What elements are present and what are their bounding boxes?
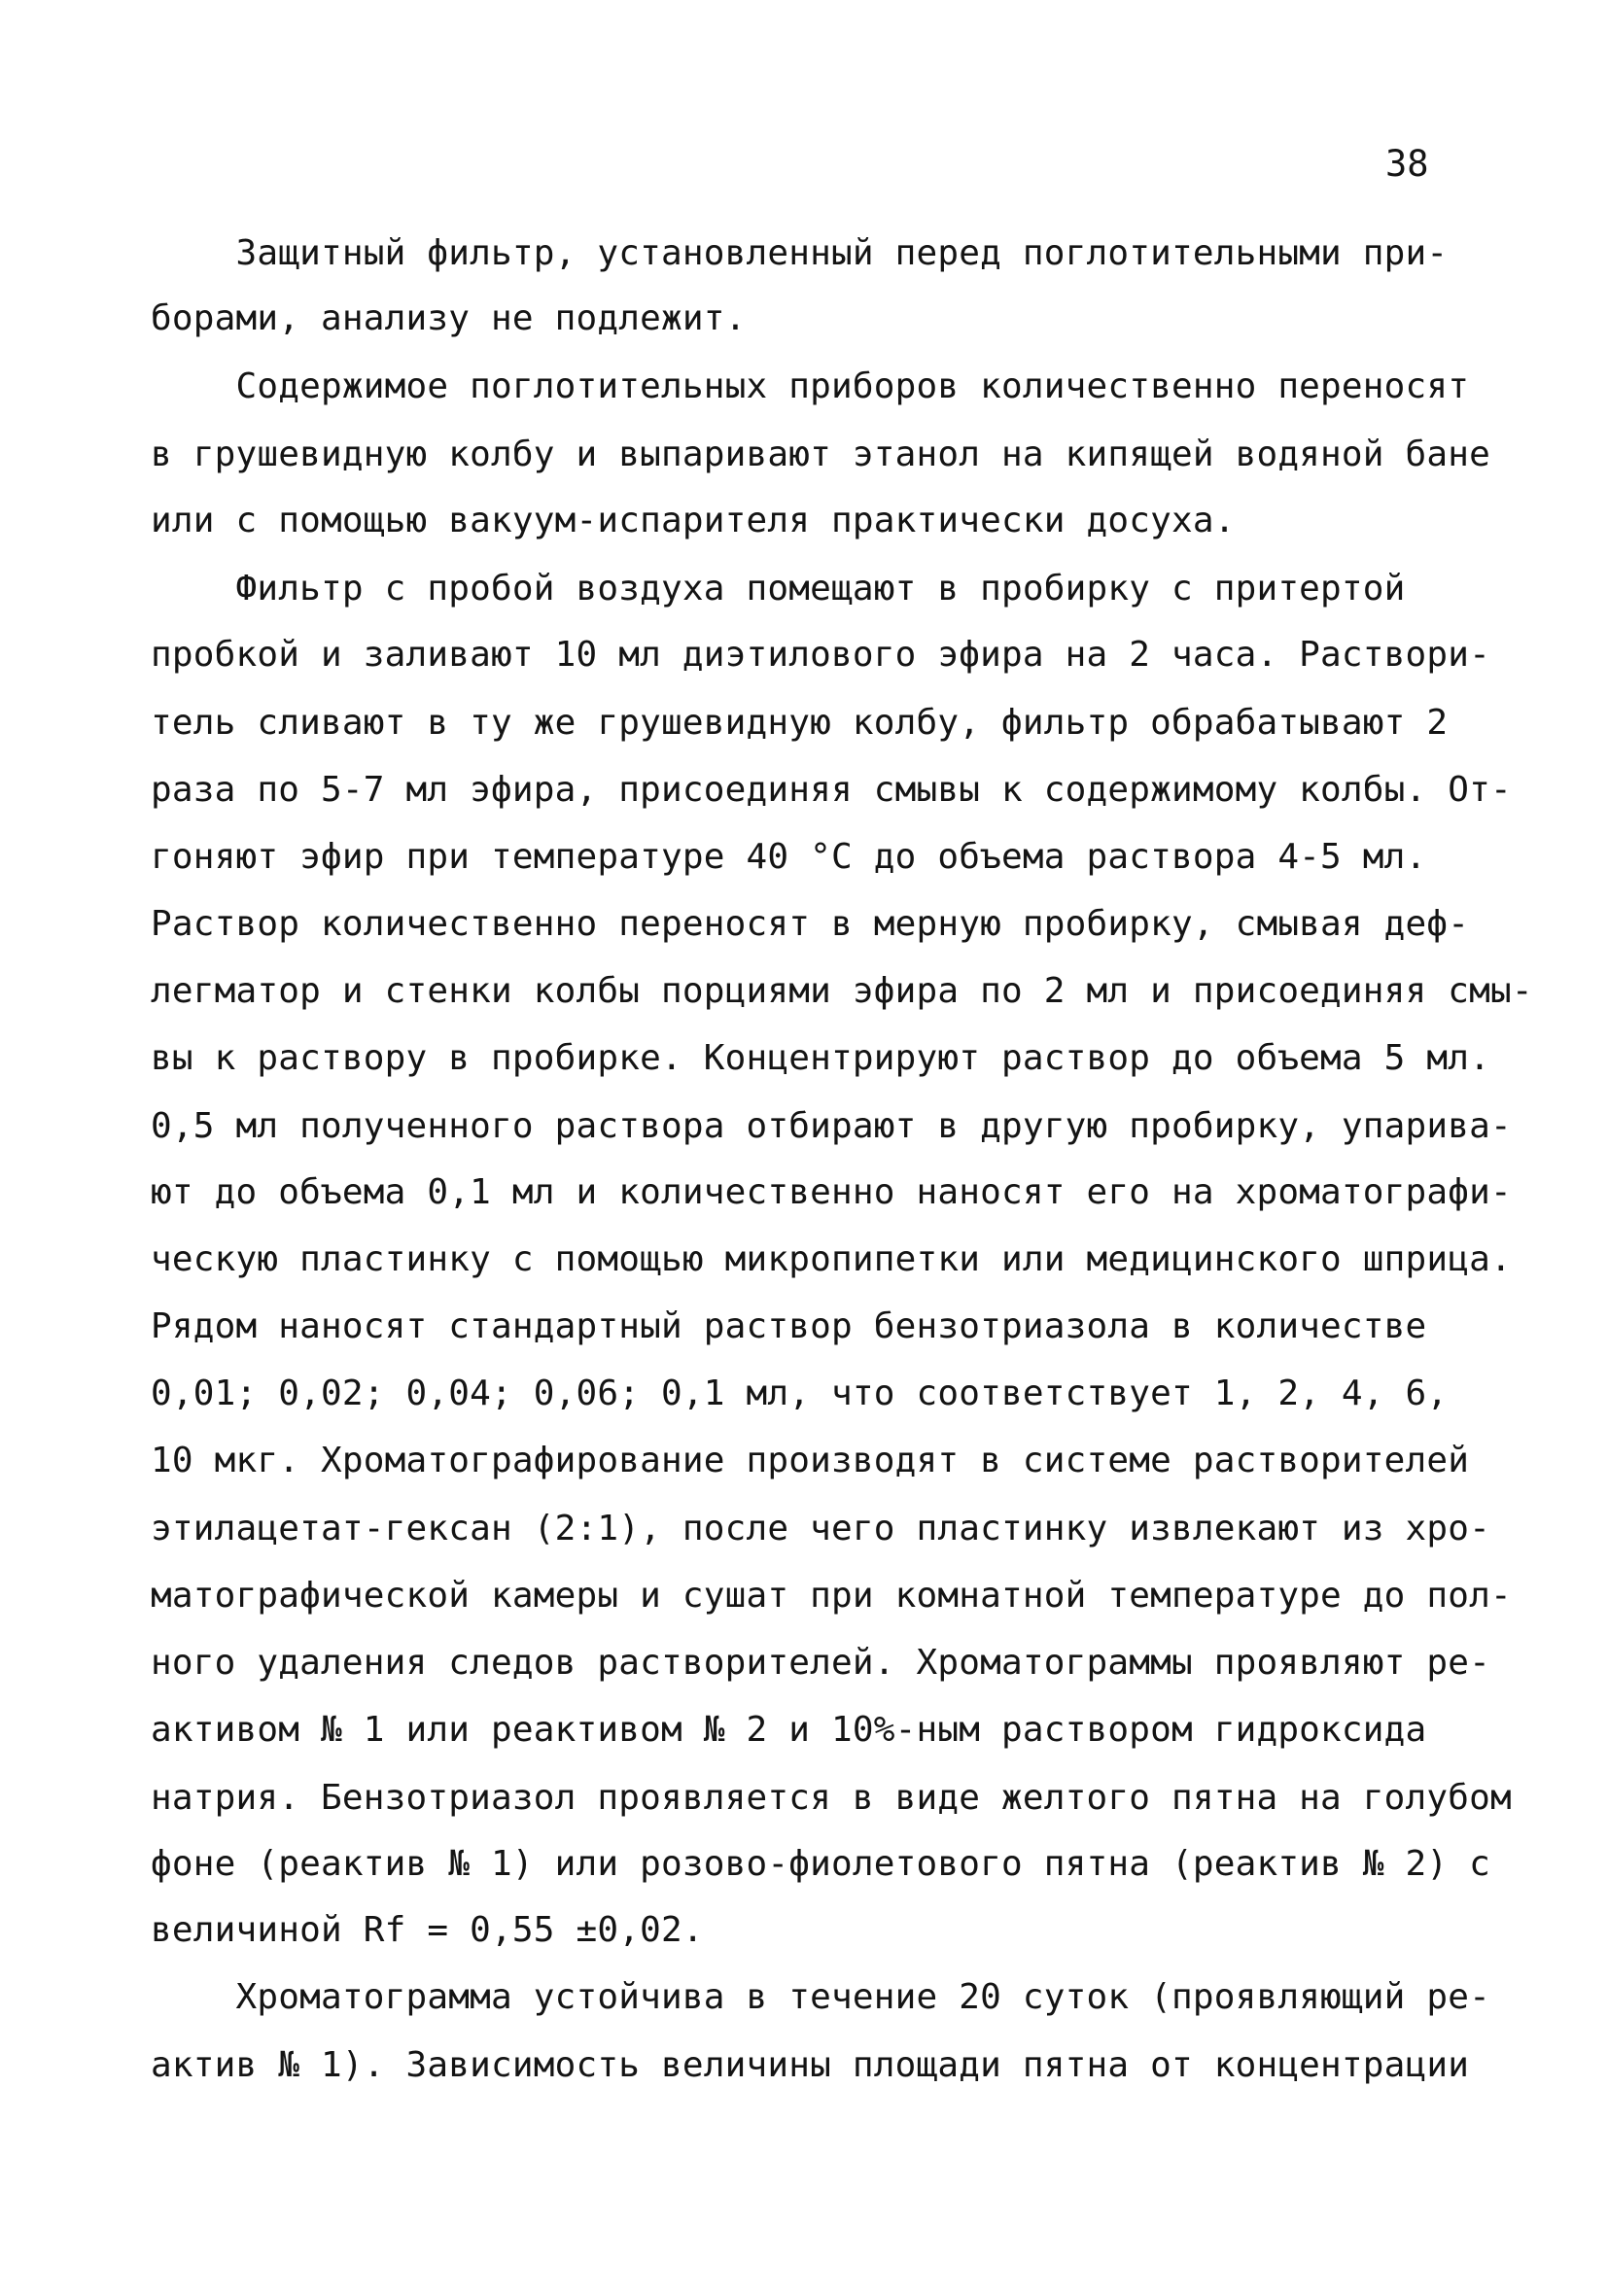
text-line: в грушевидную колбу и выпаривают этанол на кипящей водяной бане [151,435,1491,474]
text-line: натрия. Бензотриазол проявляется в виде желтого пятна на голубом [151,1778,1512,1818]
text-line: фоне (реактив № 1) или розово-фиолетового пятна (реактив № 2) с [151,1844,1491,1884]
text-line: Фильтр с пробой воздуха помещают в пробирку с притертой [151,569,1406,609]
text-line: 10 мкг. Хроматографирование производят в системе растворителей [151,1441,1470,1480]
text-line: раза по 5-7 мл эфира, присоединяя смывы к содержимому колбы. От- [151,770,1512,810]
text-line: Рядом наносят стандартный раствор бензотриазола в количестве [151,1306,1427,1346]
text-line: матографической камеры и сушат при комнатной температуре до пол- [151,1576,1512,1616]
text-line: этилацетат-гексан (2:1), после чего пластинку извлекают из хро- [151,1509,1491,1548]
text-line: пробкой и заливают 10 мл диэтилового эфира на 2 часа. Раствори- [151,635,1491,675]
text-line: Раствор количественно переносят в мерную пробирку, смывая деф- [151,904,1470,944]
text-line: 0,5 мл полученного раствора отбирают в другую пробирку, упарива- [151,1106,1512,1146]
text-line: активом № 1 или реактивом № 2 и 10%-ным раствором гидроксида [151,1710,1427,1750]
text-line: борами, анализу не подлежит. [151,298,747,338]
text-line: или с помощью вакуум-испарителя практически досуха. [151,501,1236,540]
text-line: актив № 1). Зависимость величины площади пятна от концентрации [151,2045,1470,2085]
text-line: ческую пластинку с помощью микропипетки или медицинского шприца. [151,1239,1512,1279]
text-line: Содержимое поглотительных приборов количественно переносят [151,366,1470,406]
text-line: Защитный фильтр, установленный перед поглотительными при- [151,233,1449,273]
text-line: ного удаления следов растворителей. Хроматограммы проявляют ре- [151,1643,1491,1683]
text-line: ют до объема 0,1 мл и количественно наносят его на хроматографи- [151,1172,1512,1212]
text-line: 0,01; 0,02; 0,04; 0,06; 0,1 мл, что соответствует 1, 2, 4, 6, [151,1374,1449,1413]
page-number: 38 [1385,143,1429,185]
text-line: тель сливают в ту же грушевидную колбу, фильтр обрабатывают 2 [151,703,1449,743]
text-line: гоняют эфир при температуре 40 °С до объема раствора 4-5 мл. [151,837,1427,877]
text-line: вы к раствору в пробирке. Концентрируют раствор до объема 5 мл. [151,1038,1491,1078]
text-line: Хроматограмма устойчива в течение 20 суток (проявляющий ре- [151,1977,1491,2017]
text-line: величиной Rf = 0,55 ±0,02. [151,1910,704,1950]
text-line: легматор и стенки колбы порциями эфира по 2 мл и присоединяя смы- [151,971,1533,1011]
